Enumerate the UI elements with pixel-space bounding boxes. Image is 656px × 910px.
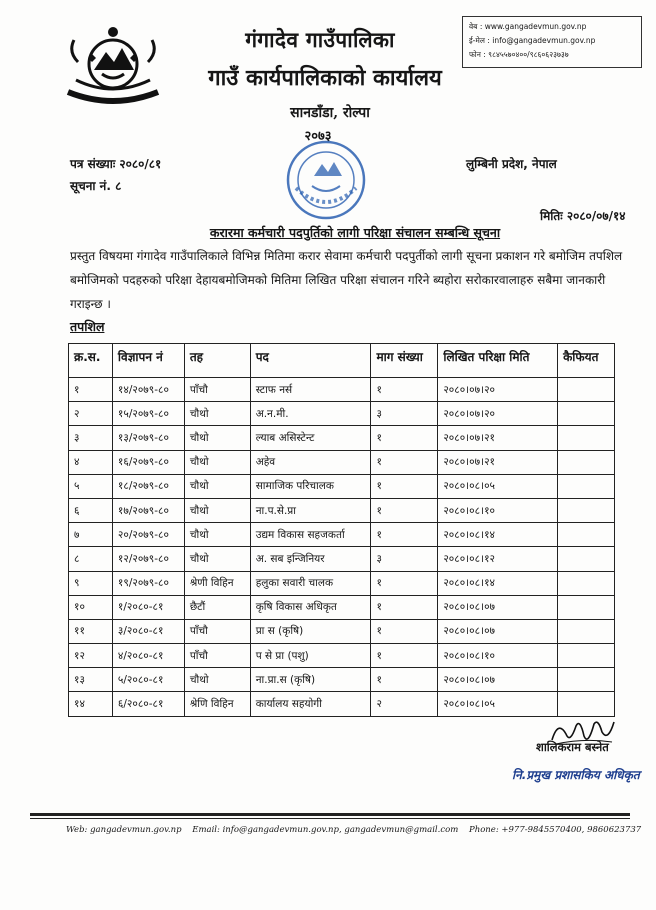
cell-demand-count: १ bbox=[371, 474, 438, 498]
cell-remarks bbox=[558, 523, 615, 547]
header-serial: क्र.स. bbox=[69, 344, 113, 378]
cell-demand-count: १ bbox=[371, 619, 438, 643]
cell-exam-date: २०८०।०८।१० bbox=[438, 644, 558, 668]
cell-remarks bbox=[558, 571, 615, 595]
cell-exam-date: २०८०।०७।२० bbox=[438, 402, 558, 426]
cell-level: चौथो bbox=[184, 523, 250, 547]
cell-advert-no: २०/२०७९-८० bbox=[112, 523, 184, 547]
cell-remarks bbox=[558, 474, 615, 498]
cell-post: कृषि विकास अधिकृत bbox=[250, 595, 371, 619]
header-advert-no: विज्ञापन नं bbox=[112, 344, 184, 378]
cell-serial: ६ bbox=[69, 498, 113, 522]
table-row bbox=[69, 402, 615, 426]
cell-demand-count: १ bbox=[371, 571, 438, 595]
cell-remarks bbox=[558, 426, 615, 450]
cell-post: अ.न.मी. bbox=[250, 402, 371, 426]
header-post: पद bbox=[250, 344, 371, 378]
cell-advert-no: ४/२०८०-८१ bbox=[112, 644, 184, 668]
notice-subject: करारमा कर्मचारी पदपुर्तिको लागी परिक्षा संचालन सम्बन्धि सूचना bbox=[209, 225, 501, 240]
cell-remarks bbox=[558, 402, 615, 426]
office-title: गाउँ कार्यपालिकाको कार्यालय bbox=[208, 65, 442, 91]
cell-demand-count: १ bbox=[371, 644, 438, 668]
cell-demand-count: १ bbox=[371, 450, 438, 474]
table-row bbox=[69, 692, 615, 716]
cell-level: चौथो bbox=[184, 668, 250, 692]
cell-level: चौथो bbox=[184, 450, 250, 474]
contact-email: ई-मेल : info@gangadevmun.gov.np bbox=[469, 36, 596, 45]
office-address: सानडाँडा, रोल्पा bbox=[290, 105, 370, 121]
cell-demand-count: १ bbox=[371, 595, 438, 619]
cell-post: स्टाफ नर्स bbox=[250, 378, 371, 402]
cell-serial: १२ bbox=[69, 644, 113, 668]
cell-post: अ. सब इन्जिनियर bbox=[250, 547, 371, 571]
cell-demand-count: १ bbox=[371, 523, 438, 547]
header-exam-date: लिखित परिक्षा मिति bbox=[438, 344, 558, 378]
cell-advert-no: १७/२०७९-८० bbox=[112, 498, 184, 522]
cell-exam-date: २०८०।०७।२० bbox=[438, 378, 558, 402]
cell-post: हलुका सवारी चालक bbox=[250, 571, 371, 595]
office-seal-stamp-icon bbox=[284, 138, 368, 222]
cell-exam-date: २०८०।०८।१४ bbox=[438, 571, 558, 595]
table-row bbox=[69, 571, 615, 595]
details-heading: तपशिल bbox=[70, 319, 105, 334]
table-row bbox=[69, 547, 615, 571]
cell-advert-no: १३/२०७९-८० bbox=[112, 426, 184, 450]
cell-demand-count: १ bbox=[371, 668, 438, 692]
signer-title: नि.प्रमुख प्रशासकिय अधिकृत bbox=[512, 768, 640, 782]
cell-exam-date: २०८०।०८।०५ bbox=[438, 474, 558, 498]
cell-serial: ११ bbox=[69, 619, 113, 643]
table-row bbox=[69, 644, 615, 668]
contact-phone: फोन : ९८४५५७०४००/९८६०६२३७३७ bbox=[469, 50, 569, 59]
cell-serial: ५ bbox=[69, 474, 113, 498]
cell-remarks bbox=[558, 595, 615, 619]
cell-level: चौथो bbox=[184, 547, 250, 571]
table-row bbox=[69, 474, 615, 498]
cell-remarks bbox=[558, 450, 615, 474]
cell-demand-count: २ bbox=[371, 692, 438, 716]
cell-post: ना.प.से.प्रा bbox=[250, 498, 371, 522]
table-row bbox=[69, 426, 615, 450]
province-label: लुम्बिनी प्रदेश, नेपाल bbox=[466, 157, 557, 171]
cell-demand-count: ३ bbox=[371, 547, 438, 571]
cell-serial: ७ bbox=[69, 523, 113, 547]
signer-name: शालिकराम बस्नेत bbox=[536, 740, 609, 754]
cell-exam-date: २०८०।०८।०७ bbox=[438, 595, 558, 619]
cell-post: ल्याब असिस्टेन्ट bbox=[250, 426, 371, 450]
cell-remarks bbox=[558, 547, 615, 571]
cell-serial: १ bbox=[69, 378, 113, 402]
cell-remarks bbox=[558, 644, 615, 668]
header-demand-count: माग संख्या bbox=[371, 344, 438, 378]
cell-remarks bbox=[558, 498, 615, 522]
cell-exam-date: २०८०।०७।२१ bbox=[438, 426, 558, 450]
cell-advert-no: ५/२०८०-८१ bbox=[112, 668, 184, 692]
cell-demand-count: ३ bbox=[371, 402, 438, 426]
cell-level: चौथो bbox=[184, 498, 250, 522]
cell-level: छैटौं bbox=[184, 595, 250, 619]
cell-post: प्रा स (कृषि) bbox=[250, 619, 371, 643]
cell-demand-count: १ bbox=[371, 498, 438, 522]
cell-post: उद्यम विकास सहजकर्ता bbox=[250, 523, 371, 547]
table-row bbox=[69, 498, 615, 522]
header-remarks: कैफियत bbox=[558, 344, 615, 378]
cell-advert-no: १८/२०७९-८० bbox=[112, 474, 184, 498]
cell-serial: १० bbox=[69, 595, 113, 619]
cell-exam-date: २०८०।०८।०५ bbox=[438, 692, 558, 716]
cell-remarks bbox=[558, 378, 615, 402]
cell-demand-count: १ bbox=[371, 426, 438, 450]
footer-divider bbox=[30, 813, 630, 816]
cell-exam-date: २०८०।०८।१२ bbox=[438, 547, 558, 571]
cell-advert-no: १५/२०७९-८० bbox=[112, 402, 184, 426]
cell-post: प से प्रा (पशु) bbox=[250, 644, 371, 668]
cell-remarks bbox=[558, 668, 615, 692]
cell-post: कार्यालय सहयोगी bbox=[250, 692, 371, 716]
exam-schedule-table bbox=[68, 343, 615, 717]
cell-advert-no: ६/२०८०-८१ bbox=[112, 692, 184, 716]
table-row bbox=[69, 450, 615, 474]
cell-demand-count: १ bbox=[371, 378, 438, 402]
cell-post: अहेव bbox=[250, 450, 371, 474]
footer-web: Web: gangadevmun.gov.np bbox=[66, 825, 182, 835]
cell-exam-date: २०८०।०८।१४ bbox=[438, 523, 558, 547]
cell-exam-date: २०८०।०८।०७ bbox=[438, 668, 558, 692]
cell-remarks bbox=[558, 619, 615, 643]
cell-advert-no: १४/२०७९-८० bbox=[112, 378, 184, 402]
cell-serial: २ bbox=[69, 402, 113, 426]
table-row bbox=[69, 595, 615, 619]
cell-level: चौथो bbox=[184, 474, 250, 498]
cell-level: चौथो bbox=[184, 402, 250, 426]
cell-serial: ४ bbox=[69, 450, 113, 474]
footer-phone: Phone: +977-9845570400, 9860623737 bbox=[469, 825, 642, 835]
footer-divider-thin bbox=[30, 818, 630, 819]
cell-advert-no: १९/२०७९-८० bbox=[112, 571, 184, 595]
cell-serial: ९ bbox=[69, 571, 113, 595]
table-header-row bbox=[69, 344, 615, 378]
notice-number: सूचना नं. ८ bbox=[70, 179, 122, 193]
contact-web: वेब : www.gangadevmun.gov.np bbox=[469, 22, 587, 31]
office-name: गंगादेव गाउँपालिका bbox=[245, 27, 395, 52]
cell-level: चौथो bbox=[184, 426, 250, 450]
header-level: तह bbox=[184, 344, 250, 378]
table-row bbox=[69, 523, 615, 547]
cell-advert-no: ३/२०८०-८१ bbox=[112, 619, 184, 643]
cell-advert-no: १६/२०७९-८० bbox=[112, 450, 184, 474]
table-row bbox=[69, 378, 615, 402]
footer-contact bbox=[66, 825, 642, 835]
cell-advert-no: १/२०८०-८१ bbox=[112, 595, 184, 619]
cell-exam-date: २०८०।०८।१० bbox=[438, 498, 558, 522]
cell-exam-date: २०८०।०७।२१ bbox=[438, 450, 558, 474]
established-year: २०७३ bbox=[304, 129, 332, 144]
cell-advert-no: १२/२०७९-८० bbox=[112, 547, 184, 571]
reference-number: पत्र संख्याः २०८०/८१ bbox=[70, 157, 162, 171]
cell-serial: १४ bbox=[69, 692, 113, 716]
notice-body: प्रस्तुत विषयमा गंगादेव गाउँपालिकाले विभिन्न मितिमा करार सेवामा कर्मचारी पदपुर्तीको लागी सूचना प्रकाशन गरे बमोजिम तपशिल बमोजिमको पदहरुको परिक्षा देहायबमोजिमको मितिमा लिखित परिक्षा संचालन गरिने ब्यहोरा सरोकारवालाहरु सबैमा जानकारी गराइन्छ । bbox=[70, 249, 623, 311]
cell-exam-date: २०८०।०८।०७ bbox=[438, 619, 558, 643]
cell-level: श्रेणी विहिन bbox=[184, 571, 250, 595]
footer-email: Email: info@gangadevmun.gov.np, gangadevmun@gmail.com bbox=[192, 825, 459, 835]
contact-box bbox=[462, 16, 642, 68]
cell-level: पाँचौ bbox=[184, 619, 250, 643]
table-row bbox=[69, 619, 615, 643]
cell-serial: १३ bbox=[69, 668, 113, 692]
cell-remarks bbox=[558, 692, 615, 716]
cell-level: पाँचौ bbox=[184, 378, 250, 402]
notice-date: मितिः २०८०/०७/१४ bbox=[540, 209, 626, 223]
cell-level: श्रेणि विहिन bbox=[184, 692, 250, 716]
cell-post: ना.प्रा.स (कृषि) bbox=[250, 668, 371, 692]
cell-post: सामाजिक परिचालक bbox=[250, 474, 371, 498]
cell-serial: ८ bbox=[69, 547, 113, 571]
cell-level: पाँचौ bbox=[184, 644, 250, 668]
cell-serial: ३ bbox=[69, 426, 113, 450]
table-row bbox=[69, 668, 615, 692]
